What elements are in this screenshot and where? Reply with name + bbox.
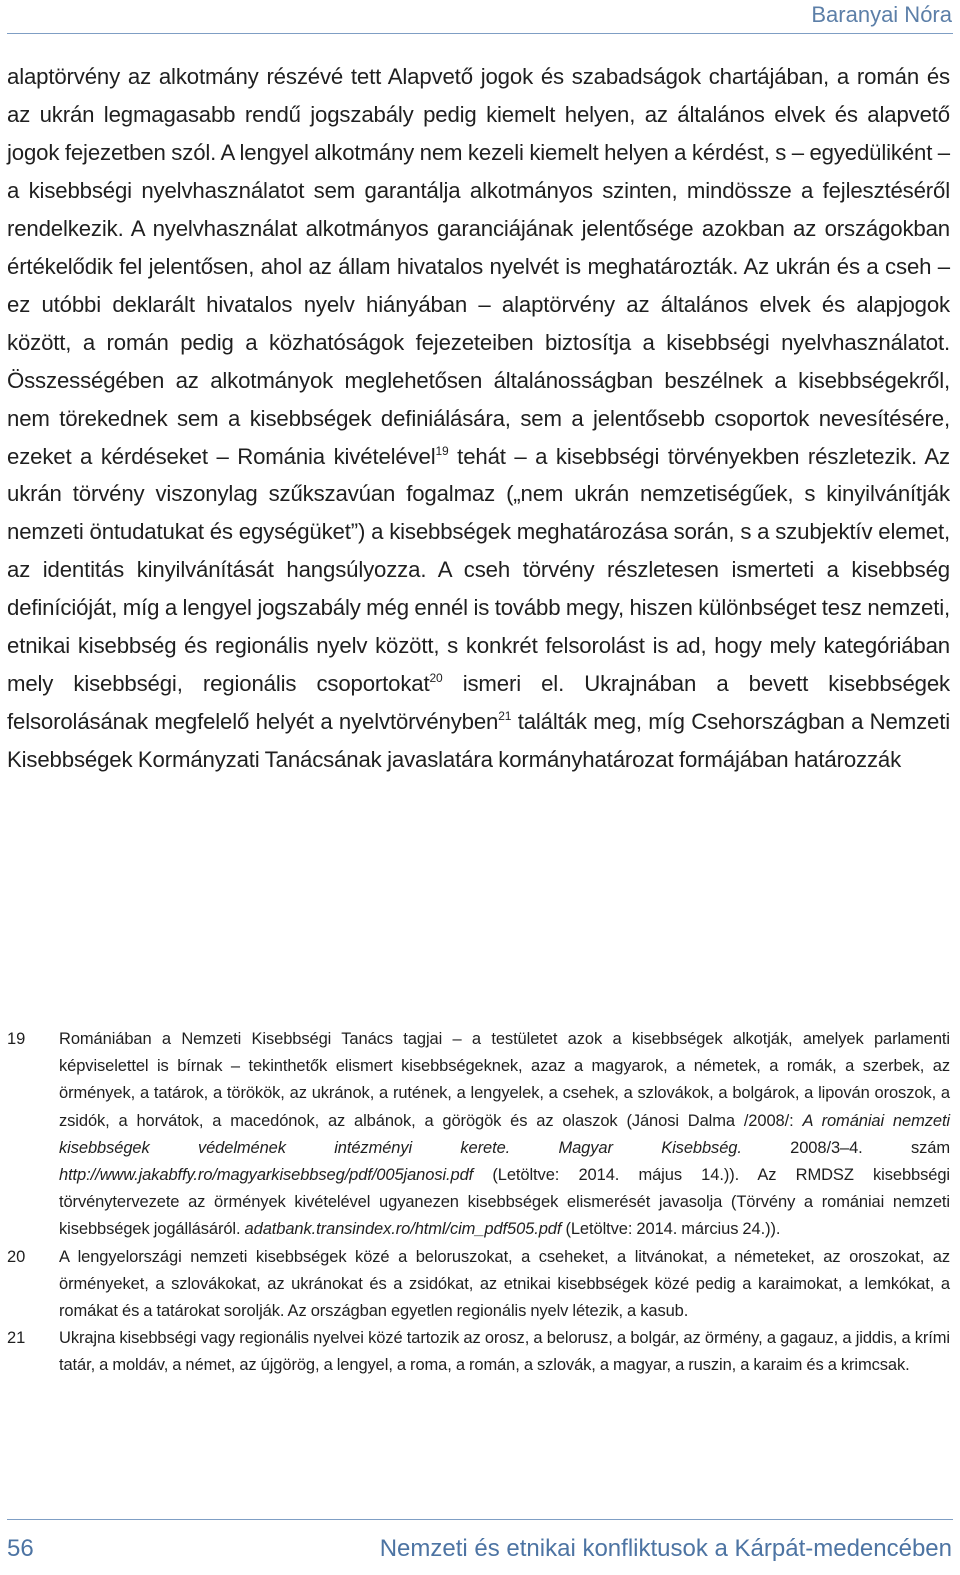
footnote-19 xyxy=(7,1026,950,1244)
page-number: 56 xyxy=(7,1535,34,1562)
header-divider xyxy=(7,33,953,34)
footnote-text: (Letöltve: 2014. március 24.)). xyxy=(561,1220,781,1239)
running-footer-title: Nemzeti és etnikai konfliktusok a Kárpát-medencében xyxy=(379,1535,952,1562)
main-paragraph xyxy=(7,58,950,779)
running-header-author: Baranyai Nóra xyxy=(811,2,952,27)
paragraph-text: tehát – a kisebbségi törvényekben részletezik. Az ukrán törvény viszonylag szűkszavúan fogalmaz („nem ukrán nemzetiségűek, s kinyilvánítják nemzeti öntudatukat és egységüket”) a kisebbségek meghatározása során, s a szubjektív elemet, az identitás kinyilvánítását hangsúlyozza. A cseh törvény részletesen ismerteti a kisebbség definícióját, míg a lengyel jogszabály még ennél is tovább megy, hiszen különbséget tesz nemzeti, etnikai kisebbség és regionális nyelv között, s konkrét felsorolást is ad, hogy mely kategóriában mely kisebbségi, regionális csoportokat xyxy=(7,443,951,697)
paragraph-text: ismeri el. Ukrajnában a bevett kisebbségek felsorolásának megfelelő helyét a nyelvtörvényben xyxy=(7,671,950,735)
footnote-21 xyxy=(7,1325,950,1379)
footnotes-section xyxy=(7,1026,950,1380)
footnote-url[interactable]: adatbank.transindex.ro/html/cim_pdf505.pdf xyxy=(244,1220,562,1239)
footnote-ref-20[interactable]: 20 xyxy=(429,671,443,686)
footnote-citation-title: A romániai nemzeti kisebbségek védelmének intézményi kerete. Magyar Kisebbség. xyxy=(59,1111,950,1157)
footnote-text: A lengyelországi nemzeti kisebbségek közé a beloruszokat, a cseheket, a litvánokat, a németeket, az oroszokat, az örményeket, a szlovákokat, az ukránokat és a zsidókat, az etnikai kisebbségek közé pedig a karaimokat, a lemkókat, a romákat és a tatárokat sorolják. Az országban egyetlen regionális nyelv létezik, a kasub. xyxy=(59,1247,950,1321)
footnote-url[interactable]: http://www.jakabffy.ro/magyarkisebbseg/pdf/005janosi.pdf xyxy=(59,1166,474,1185)
footnote-ref-21[interactable]: 21 xyxy=(498,709,512,724)
footnote-text: (Letöltve: 2014. május 14.)). Az RMDSZ kisebbségi törvénytervezete az örmények kivételével ugyanezen kisebbségek elismerését javasolja (Törvény a romániai nemzeti kisebbségek jogállásáról. xyxy=(59,1166,950,1239)
paragraph-text: találták meg, míg Csehországban a Nemzeti Kisebbségek Kormányzati Tanácsának javaslatára kormányhatározat formájában határozzák xyxy=(7,709,951,773)
footnote-text: Ukrajna kisebbségi vagy regionális nyelvei közé tartozik az orosz, a belorusz, a bolgár, az örmény, a gagauz, a jiddis, a krími tatár, a moldáv, a német, az újgörög, a lengyel, a roma, a román, a szlovák, a magyar, a ruszin, a karaim és a krimcsak. xyxy=(59,1329,950,1375)
footer-divider xyxy=(7,1519,953,1520)
footnote-ref-19[interactable]: 19 xyxy=(435,443,449,458)
paragraph-text: alaptörvény az alkotmány részévé tett Alapvető jogok és szabadságok chartájában, a román és az ukrán legmagasabb rendű jogszabály pedig kiemelt helyen, az általános elvek és alapvető jogok fejezetben szól. A lengyel alkotmány nem kezeli kiemelt helyen a kérdést, s – egyedüliként – a kisebbségi nyelvhasználatot sem garantálja alkotmányos szinten, mindössze a fejlesztéséről rendelkezik. A nyelvhasználat alkotmányos garanciájának jelentősége azokban az országokban értékelődik fel jelentősen, ahol az állam hivatalos nyelvét is meghatározták. Az ukrán és a cseh – ez utóbbi deklarált hivatalos nyelv hiányában – alaptörvény az általános elvek és alapjogok között, a román pedig a közhatóságok fejezeteiben biztosítja a kisebbségi nyelvhasználatot. Összességében az alkotmányok meglehetősen általánosságban beszélnek a kisebbségekről, nem törekednek sem a kisebbségek definiálására, sem a jelentősebb csoportok nevesítésére, ezeket a kérdéseket – Románia kivételével xyxy=(7,64,950,469)
footnote-text: Romániában a Nemzeti Kisebbségi Tanács tagjai – a testületet azok a kisebbségek alkotják, amelyek parlamenti képviselettel is bírnak – tekinthetők elismert kisebbségeknek, azaz a magyarok, a németek, a romák, a szerbek, az örmények, a tatárok, a törökök, az ukránok, a rutének, a lengyelek, a csehek, a szlovákok, a bolgárok, a lipován oroszok, a zsidók, a horvátok, a macedónok, az albánok, a görögök és az olaszok (Jánosi Dalma /2008/: xyxy=(59,1030,950,1130)
footnote-text: 2008/3–4. szám xyxy=(741,1138,950,1157)
footnote-20 xyxy=(7,1244,950,1326)
footnote-number: 19 xyxy=(7,1030,26,1048)
footnote-number: 20 xyxy=(7,1247,26,1266)
footnote-number: 21 xyxy=(7,1329,26,1348)
